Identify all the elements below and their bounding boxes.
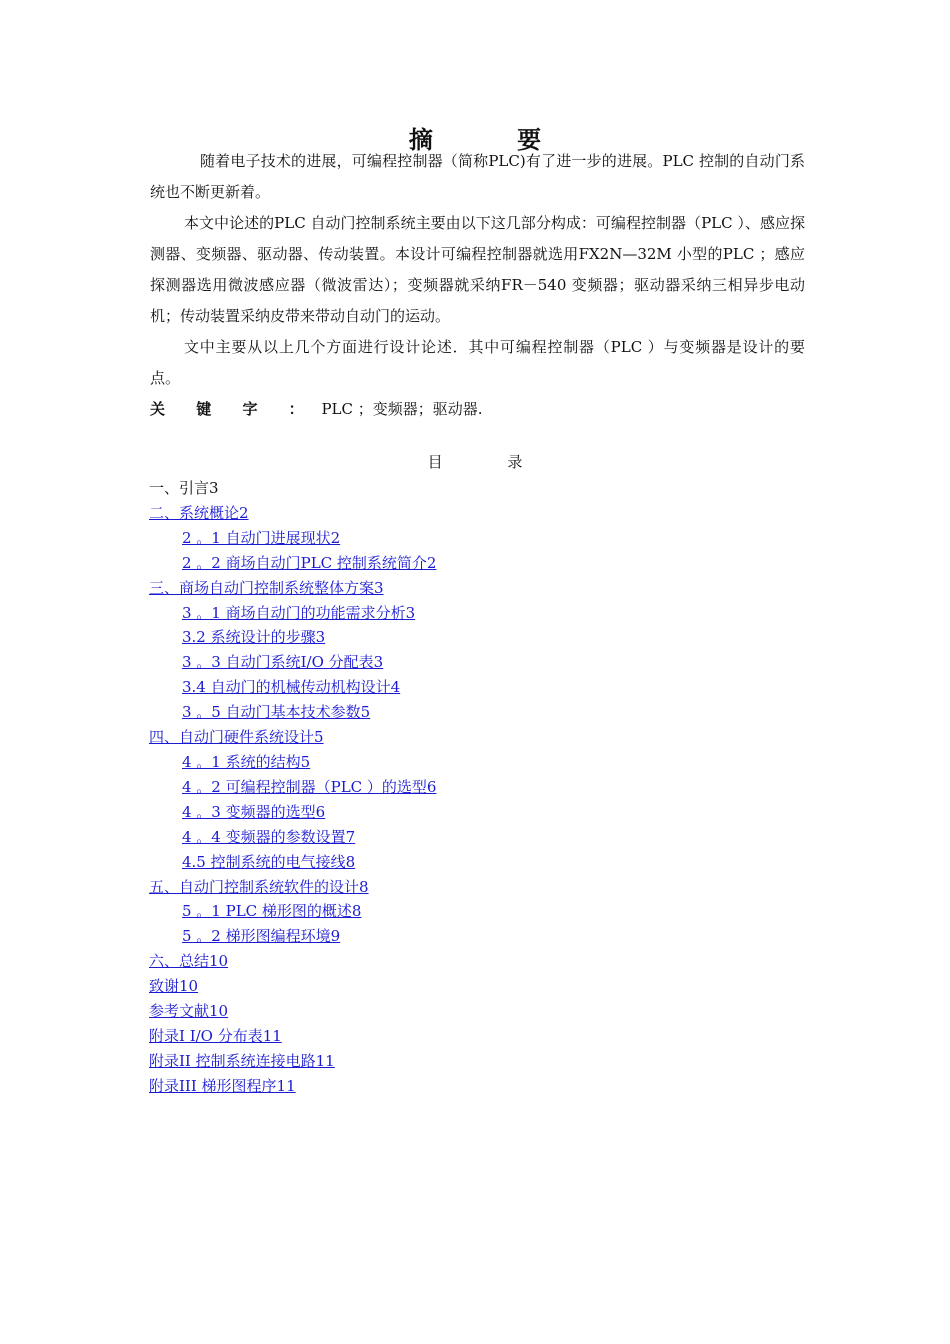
toc-link[interactable]: 5 。1 PLC 梯形图的概述8 [182, 902, 362, 921]
toc-item [149, 576, 809, 601]
toc-item [149, 775, 809, 800]
toc-link[interactable]: 4 。4 变频器的参数设置7 [182, 827, 356, 846]
toc-item [149, 875, 809, 900]
toc-link[interactable]: 2 。1 自动门进展现状2 [182, 528, 341, 547]
toc-link[interactable]: 3.4 自动门的机械传动机构设计4 [182, 678, 401, 697]
toc-item [149, 974, 809, 999]
toc-link[interactable]: 2 。2 商场自动门PLC 控制系统简介2 [182, 553, 437, 572]
toc-text: 一、引言3 [149, 479, 219, 497]
toc-item [149, 526, 809, 551]
keywords-label: 关 键 字 ： [150, 400, 317, 418]
toc-item [149, 899, 809, 924]
toc-link[interactable]: 附录III 梯形图程序11 [149, 1076, 296, 1095]
keywords-line [150, 394, 805, 425]
toc-link[interactable]: 附录I I/O 分布表11 [149, 1026, 282, 1045]
toc-link[interactable]: 五、自动门控制系统软件的设计8 [149, 877, 369, 896]
toc-item [149, 949, 809, 974]
toc-link[interactable]: 3.2 系统设计的步骤3 [182, 628, 326, 647]
toc-item [149, 1074, 809, 1099]
toc-item [149, 850, 809, 875]
toc-link[interactable]: 三、商场自动门控制系统整体方案3 [149, 578, 384, 597]
toc-item [149, 750, 809, 775]
toc-link[interactable]: 3 。3 自动门系统I/O 分配表3 [182, 653, 384, 672]
toc-item [149, 800, 809, 825]
page-title: 摘 要 [408, 126, 580, 154]
toc-item [149, 476, 809, 501]
toc-item [149, 551, 809, 576]
toc-link[interactable]: 参考文献10 [149, 1002, 229, 1021]
toc-link[interactable]: 4.5 控制系统的电气接线8 [182, 852, 356, 871]
toc-link[interactable]: 4 。1 系统的结构5 [182, 752, 311, 771]
abstract-paragraph-1: 随着电子技术的进展，可编程控制器（简称PLC)有了进一步的进展。PLC 控制的自动门系统也不断更新着。 [150, 152, 805, 201]
toc-link[interactable]: 附录II 控制系统连接电路11 [149, 1051, 335, 1070]
toc-title: 目 录 [427, 453, 553, 471]
toc-item [149, 650, 809, 675]
toc-item [149, 675, 809, 700]
abstract-section [150, 146, 805, 425]
toc-item [149, 601, 809, 626]
abstract-paragraph-3: 文中主要从以上几个方面进行设计论述．其中可编程控制器（PLC ）与变频器是设计的要点。 [150, 338, 805, 387]
toc-item [149, 825, 809, 850]
toc-item [149, 501, 809, 526]
toc-item [149, 725, 809, 750]
toc-item [149, 625, 809, 650]
toc-link[interactable]: 四、自动门硬件系统设计5 [149, 728, 324, 747]
toc-item [149, 1049, 809, 1074]
table-of-contents [149, 476, 809, 1099]
toc-item [149, 999, 809, 1024]
toc-link[interactable]: 3 。1 商场自动门的功能需求分析3 [182, 603, 416, 622]
toc-link[interactable]: 二、系统概论2 [149, 503, 249, 522]
toc-link[interactable]: 4 。3 变频器的选型6 [182, 802, 326, 821]
toc-link[interactable]: 致谢10 [149, 977, 199, 996]
toc-item [149, 924, 809, 949]
toc-link[interactable]: 六、总结10 [149, 952, 229, 971]
toc-link[interactable]: 3 。5 自动门基本技术参数5 [182, 703, 371, 722]
abstract-paragraph-2: 本文中论述的PLC 自动门控制系统主要由以下这几部分构成：可编程控制器（PLC ）、感应探测器、变频器、驱动器、传动装置。本设计可编程控制器就选用FX2N—32M 小型的PLC ；感应探测器选用微波感应器（微波雷达）；变频器就采纳FR－540 变频器；驱动器采纳三相异步电动机；传动装置采纳皮带来带动自动门的运动。 [150, 214, 805, 325]
toc-item [149, 700, 809, 725]
keywords-value: PLC ；变频器；驱动器. [321, 400, 483, 418]
toc-link[interactable]: 5 。2 梯形图编程环境9 [182, 927, 341, 946]
toc-item [149, 1024, 809, 1049]
toc-link[interactable]: 4 。2 可编程控制器（PLC ）的选型6 [182, 777, 437, 796]
